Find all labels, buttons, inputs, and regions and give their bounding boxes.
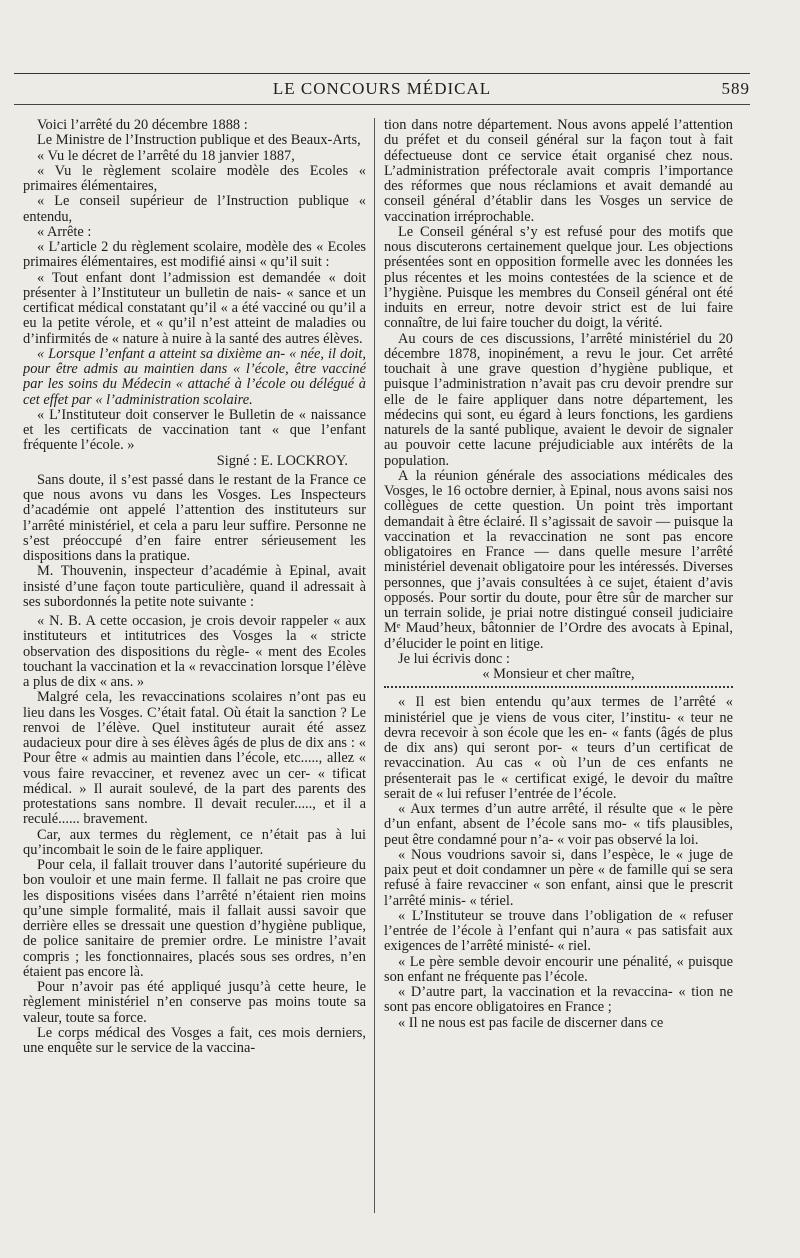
paragraph: Le Ministre de l’Instruction publique et des Beaux-Arts, bbox=[37, 132, 361, 149]
paragraph: A la réunion générale des associations médicales des Vosges, le 16 octobre dernier, à Epinal, nous avons saisi nos collègues de cette question. Un point très important demandait à être éclairé. Il s’agissait de savoir — puisque la vaccination et la revaccination ne sont pas encore obligatoires en France — dans quelle mesure l’arrêté ministériel devenait obligatoire pour les intéressés. Diverses personnes, que j’avais consultées à ce sujet, étaient d’avis opposés. Pour sortir du doute, pour être sûr de marcher sur un terrain solide, je priai notre distingué conseil judiciaire Mᵉ Maud’heux, bâtonnier de l’Ordre des avocats à Epinal, d’élucider le point en litige. bbox=[384, 467, 733, 652]
paragraph: tion dans notre département. Nous avons appelé l’attention du préfet et du conseil général sur la façon tout à fait défectueuse dont ce service était organisé chez nous. L’administration préfectorale avait compris l’importance des réformes que nous réclamions et avait demandé au conseil général d’établir dans les Vosges un service de vaccination irréprochable. bbox=[384, 118, 733, 225]
paragraph: « L’Instituteur se trouve dans l’obligation de « refuser l’entrée de l’école à l’enfant qui n’aura « pas satisfait aux exigences de l’arrêté ministé- « riel. bbox=[384, 907, 733, 955]
paragraph: « L’article 2 du règlement scolaire, modèle des « Ecoles primaires élémentaires, est modifié ainsi « qu’il suit : bbox=[23, 239, 366, 271]
paragraph: « Il ne nous est pas facile de discerner dans ce bbox=[398, 1014, 664, 1031]
paragraph: Sans doute, il s’est passé dans le restant de la France ce que nous avons vu dans les Vosges. Les Inspecteurs d’académie ont appelé l’attention des instituteurs sur l’arrêté ministériel, et cela a paru leur suffire. Personne ne s’est préoccupé d’en faire entrer sérieusement les dispositions dans la pratique. bbox=[23, 471, 366, 564]
paragraph: Le corps médical des Vosges a fait, ces mois derniers, une enquête sur le service de la vaccina- bbox=[23, 1024, 366, 1056]
paragraph: Pour n’avoir pas été appliqué jusqu’à cette heure, le règlement ministériel n’en conserve pas moins toute sa valeur, toute sa force. bbox=[23, 979, 366, 1026]
quoted-note: « N. B. A cette occasion, je crois devoir rappeler « aux instituteurs et intitutrices des Vosges la « stricte observation des dispositions du règle- « ment des Ecoles touchant la vaccination et la « revaccination lorsque l’élève a plus de dix « ans. » bbox=[23, 613, 366, 690]
paragraph: « Il est bien entendu qu’aux termes de l’arrêté « ministériel que je viens de vous citer, l’institu- « teur ne devra recevoir à son école que les en- « fants (âgés de plus de dix ans) qui seront por- « teurs d’un certificat de revaccination. Au cas « où l’un de ces enfants ne présenterait pas le « certificat exigé, le devoir du maître serait de « lui refuser l’entrée de l’école. bbox=[384, 694, 733, 802]
paragraph: « Aux termes d’un autre arrêté, il résulte que « le père d’un enfant, absent de l’école sans mo- « tifs plausibles, peut être condamné pour n’a- « voir pas observé la loi. bbox=[384, 801, 733, 848]
right-column bbox=[384, 118, 733, 1218]
paragraph: Malgré cela, les revaccinations scolaires n’ont pas eu lieu dans les Vosges. C’était fatal. Où était la sanction ? Le renvoi de l’élève. Quel instituteur aurait été assez audacieux pour dire à ses élèves âgés de plus de dix ans : « Pour être « admis au maintien dans l’école, etc....., allez « vous faire revacciner, et revenez avec un cer- « tificat médical. » Il aurait soulevé, de la part des parents des protestations sans nombre. Il devait reculer....., et il a reculé...... bravement. bbox=[23, 689, 366, 828]
paragraph: Car, aux termes du règlement, ce n’était pas à lui qu’incombait le soin de le faire appliquer. bbox=[23, 826, 366, 858]
paragraph: « Lorsque l’enfant a atteint sa dixième an- « née, il doit, pour être admis au maintien dans « l’école, être vacciné par les soins du Médecin « attaché à l’école ou délégué à cet effet par « l’administration scolaire. bbox=[23, 345, 366, 408]
paragraph: Le Conseil général s’y est refusé pour des motifs que nous discuterons certainement quelque jour. Les objections présentées sont en opposition formelle avec les données les plus récentes et les moins contestées de la science et de l’hygiène. Puisque les membres du Conseil général ont été induits en erreur, notre devoir strict est de lui faire connaître, de lui faire toucher du doigt, la vérité. bbox=[384, 223, 733, 332]
paragraph: « Vu le décret de l’arrêté du 18 janvier 1887, bbox=[37, 147, 295, 164]
journal-title: LE CONCOURS MÉDICAL bbox=[272, 79, 492, 98]
letter-salutation: « Monsieur et cher maître, bbox=[482, 666, 635, 682]
left-column bbox=[23, 118, 366, 1218]
header-rule bbox=[14, 104, 750, 105]
paragraph: Je lui écrivis donc : bbox=[398, 650, 510, 667]
paragraph: « Nous voudrions savoir si, dans l’espèce, le « juge de paix peut et doit condamner un père « de famille qui se sera refusé à faire revacciner « son enfant, ainsi que le prescrit l’arrêté minis- « tériel. bbox=[384, 846, 733, 909]
paragraph: « Vu le règlement scolaire modèle des Ecoles « primaires élémentaires, bbox=[23, 162, 366, 194]
paragraph: Au cours de ces discussions, l’arrêté ministériel du 20 décembre 1878, inopinément, a revu le jour. Cet arrêté touchait à une grave question d’hygiène publique, et puisque l’administration n’avait pas cru devoir prendre sur elle de le faire appliquer dans notre département, les médecins qui sont, eu égard à leurs fonctions, les gardiens naturels de la santé publique, avaient le devoir de signaler au pouvoir cette lacune préjudiciable aux intérêts de la population. bbox=[384, 330, 733, 469]
paragraph: « Arrête : bbox=[37, 223, 92, 240]
page-number: 589 bbox=[721, 79, 750, 98]
paragraph: Pour cela, il fallait trouver dans l’autorité supérieure du bon vouloir et une main ferme. Il fallait ne pas croire que les dispositions visées dans l’arrêté n’étaient rien moins qu’une simple formalité, mais il fallait aussi savoir que derrière elles se dressait une question d’hygiène publique, de police sanitaire de premier ordre. Le ministre l’avait compris ; les fonctionnaires, placés sous ses ordres, n’en étaient pas encore là. bbox=[23, 857, 366, 980]
top-rule bbox=[14, 73, 750, 74]
signature: Signé : E. LOCKROY. bbox=[216, 452, 348, 469]
paragraph: « Le conseil supérieur de l’Instruction publique « entendu, bbox=[23, 193, 366, 225]
paragraph: « Tout enfant dont l’admission est demandée « doit présenter à l’Instituteur un bulletin de nais- « sance et un certificat médical constatant qu’il « a été vacciné ou qu’il a eu la petite vérole, et « qu’il n’est atteint de maladies ou d’infirmités de « nature à nuire à la santé des autres élèves. bbox=[23, 269, 366, 347]
paragraph: M. Thouvenin, inspecteur d’académie à Epinal, avait insisté d’une façon toute particulière, quand il adressait à ses subordonnés la petite note suivante : bbox=[23, 563, 366, 610]
running-header bbox=[14, 79, 750, 101]
paragraph: « L’Instituteur doit conserver le Bulletin de « naissance et les certificats de vaccination tant « que l’enfant fréquente l’école. » bbox=[23, 406, 366, 454]
column-divider bbox=[374, 118, 375, 1213]
paragraph: « D’autre part, la vaccination et la revaccina- « tion ne sont pas encore obligatoires en France ; bbox=[384, 984, 733, 1016]
paragraph: « Le père semble devoir encourir une pénalité, « puisque son enfant ne fréquente pas l’école. bbox=[384, 953, 733, 985]
paragraph: Voici l’arrêté du 20 décembre 1888 : bbox=[37, 118, 248, 133]
dotted-separator bbox=[384, 686, 733, 688]
